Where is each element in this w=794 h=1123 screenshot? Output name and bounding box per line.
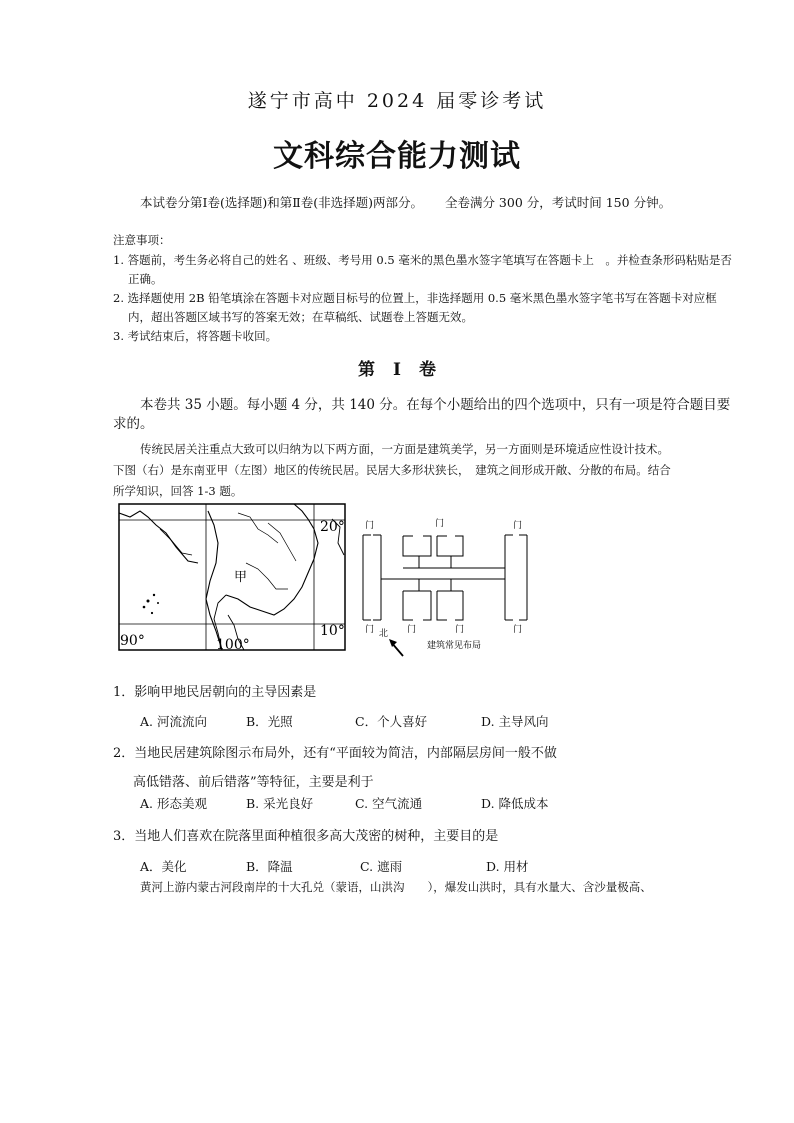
next-passage-line: 黄河上游内蒙古河段南岸的十大孔兑（蒙语，山洪沟 ），爆发山洪时，具有水量大、含沙量极高、 — [140, 880, 652, 894]
question-3-option-b: B．降温 — [246, 859, 293, 874]
question-2-option-b: B. 采光良好 — [246, 796, 314, 811]
door-label: 门 — [513, 625, 523, 635]
intro-part1: 本试卷分第Ⅰ卷(选择题)和第Ⅱ卷(非选择题)两部分。 — [140, 195, 423, 210]
section-title-part: Ⅰ — [393, 360, 401, 380]
intro-part2: 全卷满分 300 分，考试时间 150 分钟。 — [444, 195, 672, 210]
door-label: 门 — [365, 625, 375, 635]
section-description: 本卷共 35 小题。每小题 4 分，共 140 分。在每个小题给出的四个选项中，只有一项是符合题目要 — [140, 397, 731, 413]
section-title-part: 第 — [358, 360, 376, 380]
passage-line: 传统民居关注重点大致可以归纳为以下两方面，一方面是建筑美学，另一方面则是环境适应性设计技术。 — [140, 442, 669, 456]
note-item-2-cont: 内，超出答题区域书写的答案无效；在草稿纸、试题卷上答题无效。 — [128, 310, 473, 324]
passage-line: 下图（右）是东南亚甲（左图）地区的传统民居。民居大多形状狭长， 建筑之间形成开敞、分散的布局。结合 — [113, 463, 671, 477]
subject-title: 文科综合能力测试 — [273, 139, 521, 174]
question-1-option-d: D. 主导风向 — [481, 714, 549, 729]
map-lat-20: 20° — [320, 519, 345, 535]
north-label: 北 — [379, 629, 389, 639]
door-label: 门 — [407, 625, 417, 635]
question-1-option-c: C．个人喜好 — [355, 714, 428, 729]
southeast-asia-map — [118, 503, 346, 653]
door-label: 门 — [455, 625, 465, 635]
notes-heading: 注意事项： — [113, 233, 171, 247]
note-item-3: 3. 考试结束后，将答题卡收回。 — [113, 329, 278, 343]
door-label: 门 — [435, 519, 445, 529]
intro-text — [140, 193, 671, 211]
map-lon-100: 100° — [216, 637, 250, 653]
question-3-option-a: A．美化 — [140, 859, 187, 874]
door-label: 门 — [365, 521, 375, 531]
question-2-option-d: D. 降低成本 — [481, 796, 549, 811]
question-1-option-b: B．光照 — [246, 714, 293, 729]
question-3-option-d: D. 用材 — [486, 859, 529, 874]
section-title — [0, 355, 794, 380]
exam-title: 遂宁市高中 2024 届零诊考试 — [247, 90, 547, 112]
note-item-1-cont: 正确。 — [128, 272, 163, 286]
building-layout-diagram — [355, 508, 555, 660]
north-arrow-icon — [389, 639, 403, 656]
note-item-2: 2. 选择题使用 2B 铅笔填涂在答题卡对应题目标号的位置上，非选择题用 0.5 毫米黑色墨水签字笔书写在答题卡对应框 — [113, 291, 717, 305]
question-1-stem: 1．影响甲地民居朝向的主导因素是 — [113, 685, 317, 700]
question-2-option-a: A. 形态美观 — [140, 796, 207, 811]
question-2-stem: 2．当地民居建筑除图示布局外，还有“平面较为简洁，内部隔层房间一般不做 — [113, 746, 557, 761]
question-2-stem-cont: 高低错落、前后错落”等特征，主要是利于 — [133, 775, 374, 790]
question-3-stem: 3．当地人们喜欢在院落里面种植很多高大茂密的树种，主要目的是 — [113, 829, 499, 844]
layout-caption: 建筑常见布局 — [427, 641, 482, 651]
question-2-option-c: C. 空气流通 — [355, 796, 423, 811]
note-item-1: 1. 答题前，考生务必将自己的姓名 、班级、考号用 0.5 毫米的黑色墨水签字笔填写在答题卡上 。并检查条形码粘贴是否 — [113, 253, 732, 267]
map-lon-90: 90° — [120, 633, 145, 649]
door-label: 门 — [513, 521, 523, 531]
map-label-jia: 甲 — [234, 570, 248, 585]
section-description-cont: 求的。 — [113, 416, 154, 432]
passage-line: 所学知识，回答 1-3 题。 — [113, 484, 243, 498]
question-3-option-c: C. 遮雨 — [360, 859, 403, 874]
section-title-part: 卷 — [418, 360, 436, 380]
map-lat-10: 10° — [320, 623, 345, 639]
question-1-option-a: A. 河流流向 — [140, 714, 207, 729]
